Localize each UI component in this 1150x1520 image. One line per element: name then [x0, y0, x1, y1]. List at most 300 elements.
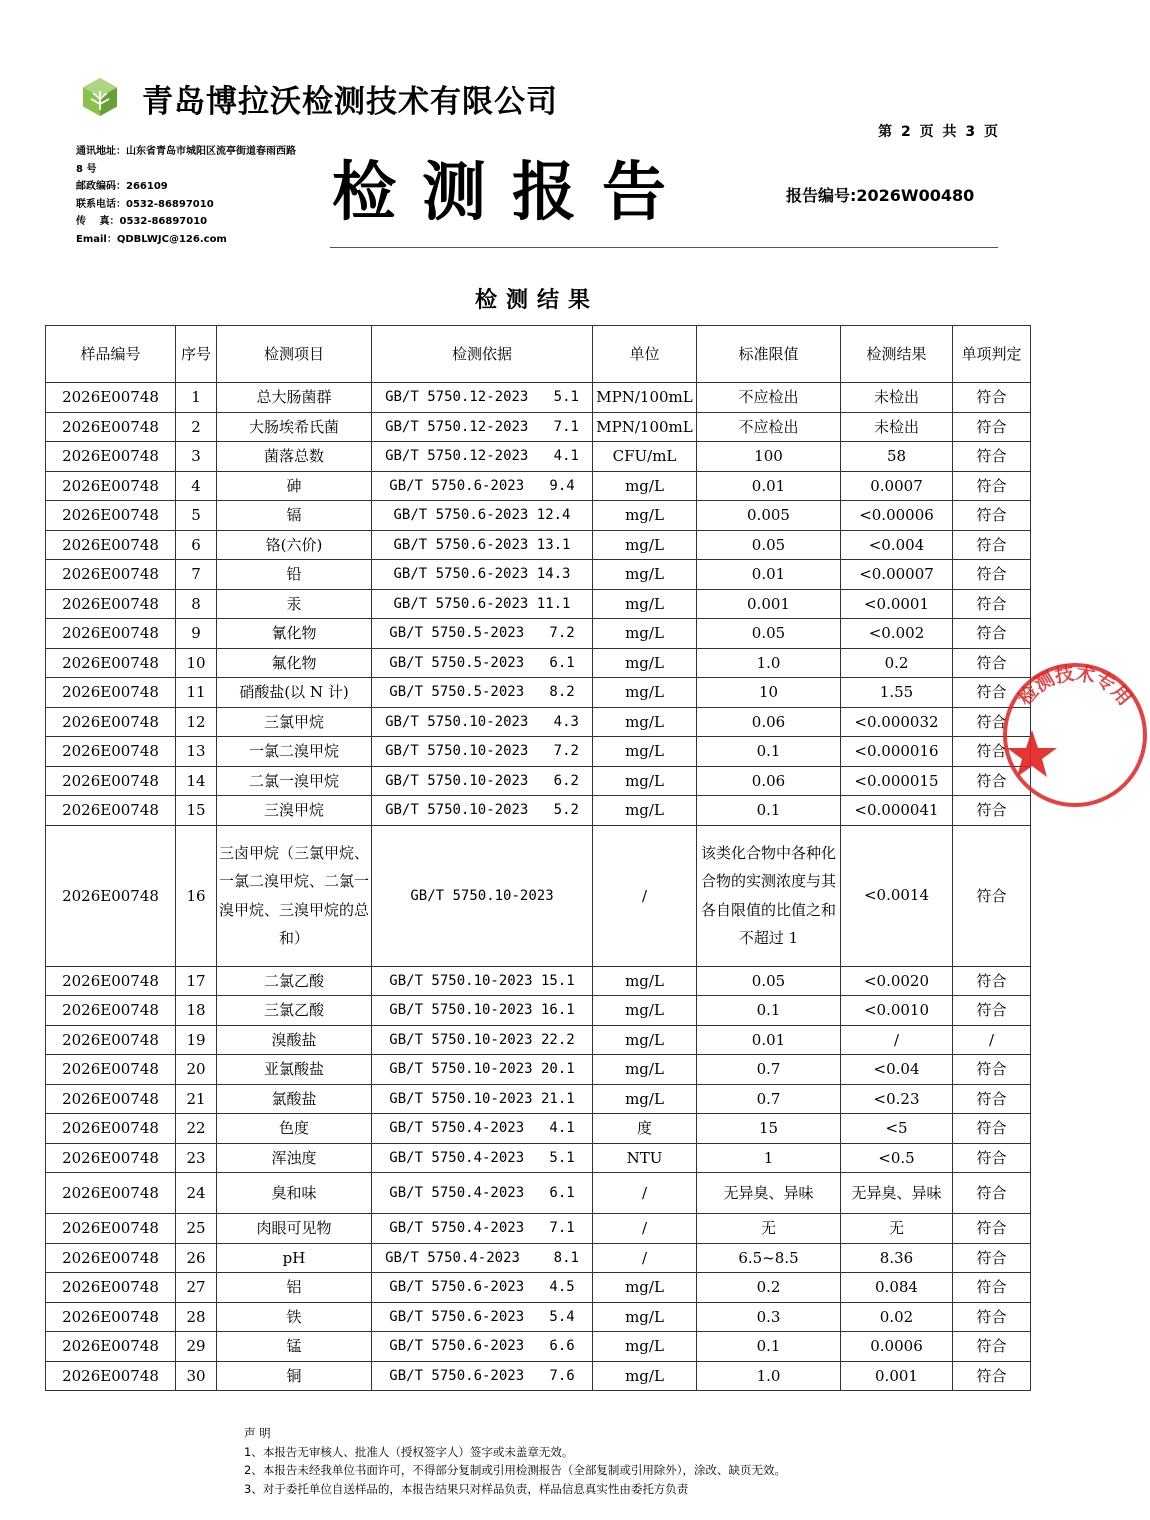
cell-sample-id: 2026E00748 [46, 1025, 176, 1055]
cell-judgement: 符合 [953, 648, 1031, 678]
cell-test-item: 氟化物 [217, 648, 372, 678]
cell-unit: MPN/100mL [593, 412, 697, 442]
cell-sample-id: 2026E00748 [46, 383, 176, 413]
cell-result: <0.000041 [841, 796, 953, 826]
cell-unit: mg/L [593, 589, 697, 619]
cell-judgement: 符合 [953, 766, 1031, 796]
cell-test-basis: GB/T 5750.10-2023 16.1 [372, 996, 593, 1026]
declaration [244, 1424, 786, 1498]
cell-result: 未检出 [841, 383, 953, 413]
cell-sample-id: 2026E00748 [46, 589, 176, 619]
cell-test-item: 硝酸盐(以 N 计) [217, 678, 372, 708]
cell-judgement: / [953, 1025, 1031, 1055]
cell-limit: 该类化合物中各种化合物的实测浓度与其各自限值的比值之和不超过 1 [697, 825, 841, 966]
cell-test-basis: GB/T 5750.6-2023 4.5 [372, 1273, 593, 1303]
contact-email: Email：QDBLWJC@126.com [76, 233, 227, 245]
cell-test-basis: GB/T 5750.6-2023 6.6 [372, 1332, 593, 1362]
cell-result: <5 [841, 1114, 953, 1144]
table-row [46, 996, 1031, 1026]
cell-sample-id: 2026E00748 [46, 707, 176, 737]
cell-limit: 0.05 [697, 619, 841, 649]
cell-test-basis: GB/T 5750.10-2023 5.2 [372, 796, 593, 826]
table-row [46, 530, 1031, 560]
cell-result: <0.0014 [841, 825, 953, 966]
cell-unit: mg/L [593, 796, 697, 826]
cell-test-basis: GB/T 5750.12-2023 4.1 [372, 442, 593, 472]
cell-test-item: 铁 [217, 1302, 372, 1332]
cell-seq-no: 16 [176, 825, 217, 966]
cell-sample-id: 2026E00748 [46, 1243, 176, 1273]
cell-seq-no: 18 [176, 996, 217, 1026]
cell-judgement: 符合 [953, 412, 1031, 442]
cell-result: <0.23 [841, 1084, 953, 1114]
table-row [46, 707, 1031, 737]
cell-sample-id: 2026E00748 [46, 1332, 176, 1362]
cell-unit: / [593, 1243, 697, 1273]
cell-seq-no: 6 [176, 530, 217, 560]
cell-limit: 0.06 [697, 766, 841, 796]
cell-result: 1.55 [841, 678, 953, 708]
cell-result: 0.084 [841, 1273, 953, 1303]
cell-sample-id: 2026E00748 [46, 825, 176, 966]
cell-test-basis: GB/T 5750.10-2023 22.2 [372, 1025, 593, 1055]
cell-limit: 100 [697, 442, 841, 472]
cell-seq-no: 9 [176, 619, 217, 649]
table-row [46, 1243, 1031, 1273]
cell-limit: 不应检出 [697, 412, 841, 442]
cell-sample-id: 2026E00748 [46, 1302, 176, 1332]
table-row [46, 1302, 1031, 1332]
cell-limit: 无 [697, 1214, 841, 1244]
cell-test-item: 三氯甲烷 [217, 707, 372, 737]
col-sample-id: 样品编号 [46, 326, 176, 383]
cell-seq-no: 30 [176, 1361, 217, 1391]
cell-test-item: 铜 [217, 1361, 372, 1391]
cell-unit: mg/L [593, 471, 697, 501]
cell-seq-no: 5 [176, 501, 217, 531]
cell-limit: 0.01 [697, 471, 841, 501]
cell-judgement: 符合 [953, 678, 1031, 708]
cell-sample-id: 2026E00748 [46, 530, 176, 560]
cell-seq-no: 1 [176, 383, 217, 413]
cell-result: 无 [841, 1214, 953, 1244]
cell-judgement: 符合 [953, 1084, 1031, 1114]
cell-result: <0.000015 [841, 766, 953, 796]
cell-sample-id: 2026E00748 [46, 471, 176, 501]
cell-result: <0.004 [841, 530, 953, 560]
cell-sample-id: 2026E00748 [46, 560, 176, 590]
cell-sample-id: 2026E00748 [46, 1361, 176, 1391]
cell-result: <0.002 [841, 619, 953, 649]
table-row [46, 796, 1031, 826]
cell-seq-no: 19 [176, 1025, 217, 1055]
report-number: 报告编号:2026W00480 [786, 186, 975, 205]
cell-test-item: 臭和味 [217, 1173, 372, 1214]
report-title: 检测报告 [332, 155, 692, 230]
cell-judgement: 符合 [953, 1055, 1031, 1085]
table-row [46, 737, 1031, 767]
cell-judgement: 符合 [953, 560, 1031, 590]
cell-sample-id: 2026E00748 [46, 1173, 176, 1214]
declaration-heading: 声 明 [244, 1426, 271, 1440]
cell-limit: 0.1 [697, 996, 841, 1026]
cell-test-item: 浑浊度 [217, 1143, 372, 1173]
cell-unit: mg/L [593, 1055, 697, 1085]
table-row [46, 1273, 1031, 1303]
cell-judgement: 符合 [953, 530, 1031, 560]
cell-sample-id: 2026E00748 [46, 501, 176, 531]
cell-test-basis: GB/T 5750.6-2023 11.1 [372, 589, 593, 619]
col-test-item: 检测项目 [217, 326, 372, 383]
cell-limit: 1.0 [697, 1361, 841, 1391]
col-limit: 标准限值 [697, 326, 841, 383]
cell-test-item: 铬(六价) [217, 530, 372, 560]
cell-test-basis: GB/T 5750.6-2023 5.4 [372, 1302, 593, 1332]
cell-test-item: 镉 [217, 501, 372, 531]
table-row [46, 412, 1031, 442]
cell-result: <0.5 [841, 1143, 953, 1173]
cell-result: <0.000032 [841, 707, 953, 737]
cell-unit: mg/L [593, 1361, 697, 1391]
cell-result: <0.04 [841, 1055, 953, 1085]
cell-judgement: 符合 [953, 442, 1031, 472]
cell-unit: mg/L [593, 619, 697, 649]
cell-seq-no: 20 [176, 1055, 217, 1085]
cell-test-basis: GB/T 5750.6-2023 14.3 [372, 560, 593, 590]
cell-result: 0.02 [841, 1302, 953, 1332]
cell-test-item: 三氯乙酸 [217, 996, 372, 1026]
cell-unit: mg/L [593, 1025, 697, 1055]
cell-seq-no: 14 [176, 766, 217, 796]
cell-limit: 无异臭、异味 [697, 1173, 841, 1214]
section-title: 检测结果 [474, 287, 599, 313]
table-row [46, 825, 1031, 966]
cell-result: 58 [841, 442, 953, 472]
table-row [46, 766, 1031, 796]
cell-test-item: 砷 [217, 471, 372, 501]
cell-test-basis: GB/T 5750.10-2023 21.1 [372, 1084, 593, 1114]
cell-seq-no: 29 [176, 1332, 217, 1362]
cell-judgement: 符合 [953, 1143, 1031, 1173]
cell-judgement: 符合 [953, 1332, 1031, 1362]
cell-test-basis: GB/T 5750.6-2023 7.6 [372, 1361, 593, 1391]
cell-unit: / [593, 1214, 697, 1244]
cell-test-basis: GB/T 5750.6-2023 12.4 [372, 501, 593, 531]
cell-seq-no: 8 [176, 589, 217, 619]
cell-test-item: 汞 [217, 589, 372, 619]
cell-test-basis: GB/T 5750.4-2023 4.1 [372, 1114, 593, 1144]
cell-sample-id: 2026E00748 [46, 648, 176, 678]
cell-judgement: 符合 [953, 825, 1031, 966]
cell-sample-id: 2026E00748 [46, 412, 176, 442]
cell-judgement: 符合 [953, 1243, 1031, 1273]
cell-seq-no: 11 [176, 678, 217, 708]
cell-test-item: 肉眼可见物 [217, 1214, 372, 1244]
cell-sample-id: 2026E00748 [46, 766, 176, 796]
table-row [46, 1332, 1031, 1362]
table-row [46, 1214, 1031, 1244]
cell-judgement: 符合 [953, 707, 1031, 737]
cell-unit: mg/L [593, 530, 697, 560]
cell-seq-no: 24 [176, 1173, 217, 1214]
cell-test-basis: GB/T 5750.10-2023 4.3 [372, 707, 593, 737]
cell-test-basis: GB/T 5750.4-2023 7.1 [372, 1214, 593, 1244]
cell-limit: 0.01 [697, 1025, 841, 1055]
cell-test-basis: GB/T 5750.4-2023 5.1 [372, 1143, 593, 1173]
cell-limit: 1.0 [697, 648, 841, 678]
contact-address: 通讯地址：山东省青岛市城阳区流亭街道春雨西路 [76, 146, 296, 157]
cell-result: 未检出 [841, 412, 953, 442]
cell-seq-no: 28 [176, 1302, 217, 1332]
cell-limit: 1 [697, 1143, 841, 1173]
cell-limit: 15 [697, 1114, 841, 1144]
table-row [46, 383, 1031, 413]
table-row [46, 1084, 1031, 1114]
svg-text:检测技术专用 [1013, 661, 1136, 710]
cell-test-basis: GB/T 5750.5-2023 6.1 [372, 648, 593, 678]
col-test-basis: 检测依据 [372, 326, 593, 383]
declaration-item-2: 2、本报告未经我单位书面许可，不得部分复制或引用检测报告（全部复制或引用除外），涂改、缺页无效。 [244, 1463, 787, 1477]
cell-seq-no: 2 [176, 412, 217, 442]
cell-test-item: 溴酸盐 [217, 1025, 372, 1055]
cell-unit: mg/L [593, 737, 697, 767]
cell-test-item: 色度 [217, 1114, 372, 1144]
cell-test-basis: GB/T 5750.10-2023 20.1 [372, 1055, 593, 1085]
cell-test-item: 二氯乙酸 [217, 966, 372, 996]
cell-sample-id: 2026E00748 [46, 966, 176, 996]
cell-judgement: 符合 [953, 383, 1031, 413]
cell-test-item: 二氯一溴甲烷 [217, 766, 372, 796]
declaration-item-1: 1、本报告无审核人、批准人（授权签字人）签字或未盖章无效。 [244, 1444, 574, 1459]
cell-limit: 0.01 [697, 560, 841, 590]
cell-test-item: 氰化物 [217, 619, 372, 649]
cell-unit: / [593, 825, 697, 966]
cell-test-basis: GB/T 5750.6-2023 9.4 [372, 471, 593, 501]
cell-seq-no: 17 [176, 966, 217, 996]
cell-result: 0.0007 [841, 471, 953, 501]
table-row [46, 1055, 1031, 1085]
cell-test-item: 总大肠菌群 [217, 383, 372, 413]
cell-judgement: 符合 [953, 471, 1031, 501]
cell-unit: NTU [593, 1143, 697, 1173]
cell-limit: 0.1 [697, 737, 841, 767]
table-row [46, 678, 1031, 708]
cell-sample-id: 2026E00748 [46, 1055, 176, 1085]
cell-unit: / [593, 1173, 697, 1214]
cell-sample-id: 2026E00748 [46, 678, 176, 708]
cell-limit: 0.06 [697, 707, 841, 737]
cell-unit: MPN/100mL [593, 383, 697, 413]
col-unit: 单位 [593, 326, 697, 383]
cell-judgement: 符合 [953, 737, 1031, 767]
table-row [46, 471, 1031, 501]
cell-result: <0.00006 [841, 501, 953, 531]
cell-limit: 0.7 [697, 1084, 841, 1114]
cell-result: <0.0001 [841, 589, 953, 619]
cell-seq-no: 25 [176, 1214, 217, 1244]
cell-limit: 0.1 [697, 1332, 841, 1362]
contact-address-cont: 8 号 [76, 163, 97, 175]
cell-seq-no: 27 [176, 1273, 217, 1303]
contact-info [76, 143, 346, 248]
cell-unit: mg/L [593, 1084, 697, 1114]
cell-judgement: 符合 [953, 501, 1031, 531]
cell-seq-no: 26 [176, 1243, 217, 1273]
cell-seq-no: 3 [176, 442, 217, 472]
contact-postcode: 邮政编码：266109 [76, 181, 168, 192]
cell-test-item: 一氯二溴甲烷 [217, 737, 372, 767]
table-row [46, 1025, 1031, 1055]
cell-result: / [841, 1025, 953, 1055]
cell-sample-id: 2026E00748 [46, 796, 176, 826]
cell-test-basis: GB/T 5750.12-2023 5.1 [372, 383, 593, 413]
cell-unit: mg/L [593, 648, 697, 678]
cell-test-basis: GB/T 5750.10-2023 6.2 [372, 766, 593, 796]
cell-seq-no: 15 [176, 796, 217, 826]
cell-judgement: 符合 [953, 619, 1031, 649]
cell-limit: 10 [697, 678, 841, 708]
cell-limit: 0.2 [697, 1273, 841, 1303]
table-row [46, 648, 1031, 678]
table-header-row [46, 326, 1031, 383]
cell-result: 无异臭、异味 [841, 1173, 953, 1214]
cell-test-basis: GB/T 5750.10-2023 [372, 825, 593, 966]
cell-limit: 0.05 [697, 530, 841, 560]
cell-unit: mg/L [593, 1302, 697, 1332]
cell-result: 0.001 [841, 1361, 953, 1391]
cell-result: <0.00007 [841, 560, 953, 590]
cell-test-item: 大肠埃希氏菌 [217, 412, 372, 442]
cell-seq-no: 22 [176, 1114, 217, 1144]
cell-sample-id: 2026E00748 [46, 1273, 176, 1303]
table-row [46, 560, 1031, 590]
cell-unit: mg/L [593, 501, 697, 531]
company-name: 青岛博拉沃检测技术有限公司 [142, 84, 558, 120]
company-logo [80, 77, 120, 117]
cell-result: 8.36 [841, 1243, 953, 1273]
cell-seq-no: 7 [176, 560, 217, 590]
cell-result: <0.0010 [841, 996, 953, 1026]
cell-unit: mg/L [593, 678, 697, 708]
table-row [46, 1361, 1031, 1391]
cell-limit: 0.001 [697, 589, 841, 619]
cell-judgement: 符合 [953, 966, 1031, 996]
table-row [46, 619, 1031, 649]
cell-test-basis: GB/T 5750.4-2023 6.1 [372, 1173, 593, 1214]
cell-seq-no: 23 [176, 1143, 217, 1173]
cell-seq-no: 13 [176, 737, 217, 767]
contact-fax: 传 真：0532-86897010 [76, 216, 208, 227]
declaration-item-3: 3、对于委托单位自送样品的，本报告结果只对样品负责，样品信息真实性由委托方负责 [244, 1481, 689, 1496]
cell-unit: mg/L [593, 966, 697, 996]
cell-test-basis: GB/T 5750.10-2023 7.2 [372, 737, 593, 767]
cell-sample-id: 2026E00748 [46, 1114, 176, 1144]
table-row [46, 442, 1031, 472]
cell-unit: 度 [593, 1114, 697, 1144]
cell-result: 0.2 [841, 648, 953, 678]
cell-sample-id: 2026E00748 [46, 442, 176, 472]
cell-test-item: 氯酸盐 [217, 1084, 372, 1114]
table-row [46, 1114, 1031, 1144]
cell-seq-no: 12 [176, 707, 217, 737]
cell-sample-id: 2026E00748 [46, 1143, 176, 1173]
col-seq-no: 序号 [176, 326, 217, 383]
seal-text: 检测技术专用 [1013, 662, 1137, 710]
cell-unit: mg/L [593, 996, 697, 1026]
cell-test-item: 菌落总数 [217, 442, 372, 472]
cell-test-basis: GB/T 5750.10-2023 15.1 [372, 966, 593, 996]
cell-limit: 0.3 [697, 1302, 841, 1332]
table-row [46, 966, 1031, 996]
cell-judgement: 符合 [953, 1302, 1031, 1332]
table-row [46, 1173, 1031, 1214]
cell-judgement: 符合 [953, 1114, 1031, 1144]
cell-limit: 0.05 [697, 966, 841, 996]
cell-judgement: 符合 [953, 1361, 1031, 1391]
cell-test-item: 铝 [217, 1273, 372, 1303]
cell-limit: 0.005 [697, 501, 841, 531]
cell-result: <0.0020 [841, 966, 953, 996]
cell-test-basis: GB/T 5750.4-2023 8.1 [372, 1243, 593, 1273]
cell-limit: 6.5~8.5 [697, 1243, 841, 1273]
cell-unit: mg/L [593, 766, 697, 796]
cell-judgement: 符合 [953, 589, 1031, 619]
cell-judgement: 符合 [953, 1173, 1031, 1214]
cell-unit: mg/L [593, 1273, 697, 1303]
cell-test-basis: GB/T 5750.5-2023 8.2 [372, 678, 593, 708]
cell-sample-id: 2026E00748 [46, 1084, 176, 1114]
cell-seq-no: 21 [176, 1084, 217, 1114]
cell-unit: CFU/mL [593, 442, 697, 472]
table-row [46, 1143, 1031, 1173]
cell-sample-id: 2026E00748 [46, 996, 176, 1026]
cell-sample-id: 2026E00748 [46, 619, 176, 649]
cell-judgement: 符合 [953, 1273, 1031, 1303]
cell-unit: mg/L [593, 1332, 697, 1362]
header-divider [330, 247, 998, 248]
cell-seq-no: 10 [176, 648, 217, 678]
cell-judgement: 符合 [953, 1214, 1031, 1244]
cell-test-item: pH [217, 1243, 372, 1273]
cell-test-basis: GB/T 5750.6-2023 13.1 [372, 530, 593, 560]
cell-test-item: 亚氯酸盐 [217, 1055, 372, 1085]
cell-limit: 0.1 [697, 796, 841, 826]
table-row [46, 589, 1031, 619]
col-result: 检测结果 [841, 326, 953, 383]
page-number: 第 2 页 共 3 页 [878, 124, 998, 140]
cell-test-basis: GB/T 5750.12-2023 7.1 [372, 412, 593, 442]
cell-limit: 不应检出 [697, 383, 841, 413]
contact-phone: 联系电话：0532-86897010 [76, 198, 214, 210]
cell-unit: mg/L [593, 707, 697, 737]
cell-test-item: 铅 [217, 560, 372, 590]
cell-judgement: 符合 [953, 996, 1031, 1026]
cell-test-basis: GB/T 5750.5-2023 7.2 [372, 619, 593, 649]
table-row [46, 501, 1031, 531]
cell-test-item: 三卤甲烷（三氯甲烷、一氯二溴甲烷、二氯一溴甲烷、三溴甲烷的总和） [217, 825, 372, 966]
cell-sample-id: 2026E00748 [46, 737, 176, 767]
cell-seq-no: 4 [176, 471, 217, 501]
col-judgement: 单项判定 [953, 326, 1031, 383]
cell-test-item: 三溴甲烷 [217, 796, 372, 826]
cell-judgement: 符合 [953, 796, 1031, 826]
cell-result: <0.000016 [841, 737, 953, 767]
cell-test-item: 锰 [217, 1332, 372, 1362]
cell-unit: mg/L [593, 560, 697, 590]
cell-sample-id: 2026E00748 [46, 1214, 176, 1244]
cell-result: 0.0006 [841, 1332, 953, 1362]
cell-limit: 0.7 [697, 1055, 841, 1085]
